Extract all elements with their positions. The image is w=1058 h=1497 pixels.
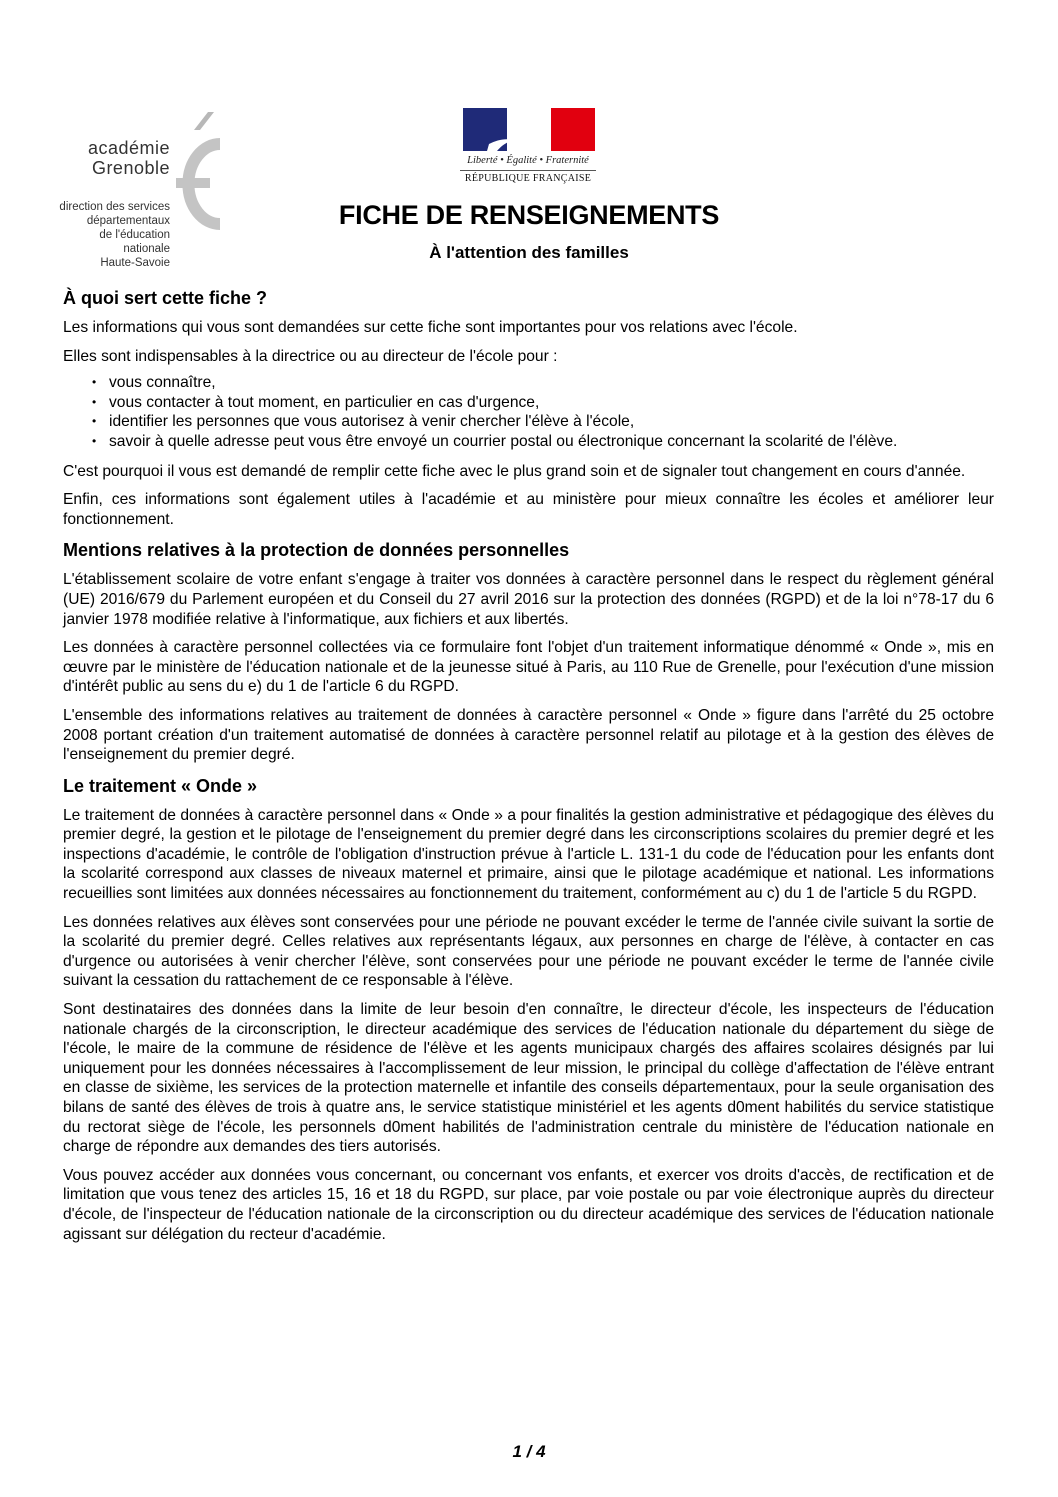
- academie-line: académie: [87, 138, 170, 158]
- marianne-profile-icon: [485, 108, 555, 151]
- list-item: • vous contacter à tout moment, en particulier en cas d'urgence,: [109, 393, 994, 413]
- list-item: • identifier les personnes que vous autorisez à venir chercher l'élève à l'école,: [109, 412, 994, 432]
- paragraph: Elles sont indispensables à la directrice ou au directeur de l'école pour :: [63, 347, 558, 365]
- page-title: FICHE DE RENSEIGNEMENTS: [338, 200, 720, 230]
- academie-line: Grenoble: [91, 158, 170, 178]
- marianne-motto: Liberté • Égalité • Fraternité: [467, 155, 589, 166]
- list-item: • savoir à quelle adresse peut vous être envoyé un courrier postal ou électronique concernant la scolarité de l'élève.: [109, 432, 994, 452]
- paragraph: Les données à caractère personnel collectées via ce formulaire font l'objet d'un traitement informatique dénommé « Onde », mis en œuvre par le ministère de l'éducation nationale et de la jeunesse situé à Paris, au 110 Rue de Grenelle, pour l'exécution d'une mission d'intérêt public au sens du e) du 1 de l'article 6 du RGPD.: [63, 639, 994, 696]
- section-heading: Mentions relatives à la protection de données personnelles: [63, 540, 570, 561]
- page-number: 1 / 4: [512, 1442, 546, 1461]
- academie-name: [88, 138, 170, 178]
- direction-line: Haute-Savoie: [100, 257, 170, 269]
- section-heading: Le traitement « Onde »: [63, 775, 258, 796]
- paragraph: L'ensemble des informations relatives au traitement de données à caractère personnel « Onde » figure dans l'arrêté du 25 octobre 2008 portant création d'un traitement automatisé de données à caractère personnel relatif au pilotage et à la gestion des élèves de l'enseignement du premier degré.: [63, 706, 994, 764]
- paragraph: Le traitement de données à caractère personnel dans « Onde » a pour finalités la gestion administrative et pédagogique des élèves du premier degré, la gestion et le pilotage de l'enseignement du premier degré dans les circonscriptions scolaires du premier degré et les inspections d'académie, le contrôle de l'obligation d'instruction prévue à l'article L. 131-1 du code de l'éducation pour les enfants dont la scolarité correspond aux classes de niveaux maternel et primaire, ainsi que le pilotage académique et national. Les informations recueillies sont limitées aux données nécessaires au fonctionnement du traitement, conformément au c) du 1 de l'article 5 du RGPD.: [63, 806, 994, 903]
- paragraph: Les informations qui vous sont demandées sur cette fiche sont importantes pour vos relations avec l'école.: [63, 319, 798, 336]
- section-heading: À quoi sert cette fiche ?: [63, 288, 268, 308]
- paragraph: Vous pouvez accéder aux données vous concernant, ou concernant vos enfants, et exercer vos droits d'accès, de rectification et de limitation que vous tenez des articles 15, 16 et 18 du RGPD, sur place, par voie postale ou par voie électronique auprès du directeur d'école, de l'inspecteur de l'éducation nationale de la circonscription ou du directeur académique des services de l'éducation nationale agissant sur délégation du recteur d'académie.: [63, 1166, 994, 1243]
- list-item: • vous connaître,: [109, 373, 994, 393]
- direction-line: départementaux: [86, 215, 170, 227]
- bullet-list: [63, 373, 994, 451]
- paragraph: Enfin, ces informations sont également utiles à l'académie et au ministère pour mieux connaître les écoles et améliorer leur fonctionnement.: [63, 491, 994, 528]
- page-subtitle: À l'attention des familles: [429, 243, 629, 262]
- paragraph: Sont destinataires des données dans la limite de leur besoin d'en connaître, le directeur d'école, les inspecteurs de l'éducation nationale chargés de la circonscription, le directeur académique des services de l'éducation nationale du département du siège de l'école, le maire de la commune de résidence de l'élève et les agents municipaux chargés des affaires scolaires désignés par lui uniquement pour les données nécessaires à l'accomplissement de leur mission, le principal du collège d'affectation de l'élève entrant en classe de sixième, les services de la protection maternelle et infantile des conseils départementaux, pour la seule organisation des bilans de santé des élèves de trois à quatre ans, le service statistique ministériel et les agents d0ment habilités du service statistique du rectorat siège de l'école, les personnels d0ment habilités de l'administration centrale du ministère de l'éducation nationale en charge de répondre aux demandes des tiers autorisés.: [63, 1001, 994, 1156]
- marianne-republic-label: RÉPUBLIQUE FRANÇAISE: [460, 170, 596, 184]
- direction-line: direction des services: [59, 201, 170, 213]
- paragraph: Les données relatives aux élèves sont conservées pour une période ne pouvant excéder le terme de l'année civile suivant la sortie de la scolarité du premier degré. Celles relatives aux représentants légaux, aux personnes en charge de l'élève, à contacter en cas d'urgence ou autorisées à venir chercher l'élève, sont conservées pour une période ne pouvant excéder le terme de l'année civile suivant la cessation du rattachement de ce responsable à l'élève.: [63, 913, 994, 990]
- direction-line: de l'éducation nationale: [99, 229, 170, 255]
- paragraph: L'établissement scolaire de votre enfant s'engage à traiter vos données à caractère personnel dans le respect du règlement général (UE) 2016/679 du Parlement européen et du Conseil du 27 avril 2016 sur la protection des données (RGPD) et de la loi n°78-17 du 6 janvier 1978 modifiée relative à l'informatique, aux fichiers et aux libertés.: [63, 571, 994, 628]
- document-body: [63, 286, 994, 1253]
- paragraph: C'est pourquoi il vous est demandé de remplir cette fiche avec le plus grand soin et de signaler tout changement en cours d'année.: [63, 462, 966, 480]
- tricolor-flag: [463, 108, 595, 151]
- republique-francaise-logo: [460, 108, 596, 188]
